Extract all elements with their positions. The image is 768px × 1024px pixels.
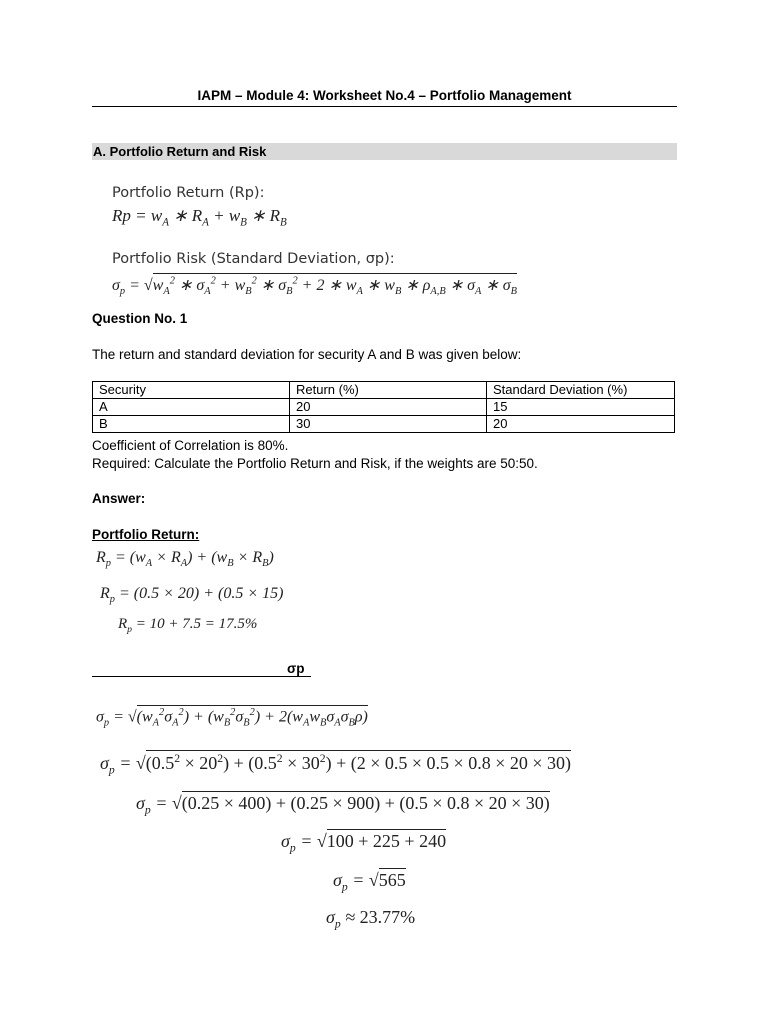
title-divider [92, 106, 677, 107]
answer-heading: Answer: [92, 491, 146, 506]
table-header-cell: Standard Deviation (%) [487, 382, 675, 399]
table-header-cell: Security [93, 382, 290, 399]
question-intro: The return and standard deviation for security A and B was given below: [92, 347, 522, 362]
risk-step-1: $\sigma_p = √(w_A^2\sigma_A^2) + (w_B^2\sigma_B^2) + 2(w_Aw_B\sigma_A\sigma_B\rho)$ [96, 707, 368, 729]
portfolio-return-heading: Portfolio Return: [92, 527, 200, 542]
required-text: Required: Calculate the Portfolio Return and Risk, if the weights are 50:50. [92, 456, 538, 471]
return-formula: $Rp = w_A$ ∗ $R_A + w_B$ ∗ $R_B$ [112, 206, 287, 229]
risk-formula-label: Portfolio Risk (Standard Deviation, σp): [112, 251, 395, 267]
correlation-text: Coefficient of Correlation is 80%. [92, 438, 289, 453]
page-title: IAPM – Module 4: Worksheet No.4 – Portfolio Management [197, 88, 572, 103]
table-cell: A [93, 399, 290, 416]
table-cell: 20 [290, 399, 487, 416]
risk-step-3: $\sigma_p = √(0.25 \times 400) + (0.25 \times 900) + (0.5 \times 0.8 \times 20 \times 30)$ [136, 793, 550, 817]
table-row [93, 399, 675, 416]
question-heading: Question No. 1 [92, 311, 188, 326]
return-step-2: $R_p = (0.5 \times 20) + (0.5 \times 15)$ [100, 585, 284, 606]
return-step-3: $R_p = 10 + 7.5 = 17.5\%$ [118, 616, 258, 635]
risk-step-5: $\sigma_p = √565$ [333, 870, 406, 894]
section-heading: A. Portfolio Return and Risk [92, 143, 677, 160]
risk-heading: σp [287, 661, 305, 676]
risk-heading-rule [92, 676, 311, 677]
table-row [93, 416, 675, 433]
risk-formula: $\sigma_p = √w_A^2$ ∗ $\sigma_A^2 + w_B^2$ ∗ $\sigma_B^2 + 2$ ∗ $w_A$ ∗ $w_B$ ∗ $\rho_{A,B}$ ∗ $\sigma_A$ ∗ $\sigma_B$ [112, 273, 517, 297]
table-cell: 30 [290, 416, 487, 433]
security-table [92, 381, 675, 433]
table-cell: 15 [487, 399, 675, 416]
table-header-row [93, 382, 675, 399]
risk-step-2: $\sigma_p = √(0.5^2 \times 20^2) + (0.5^2 \times 30^2) + (2 \times 0.5 \times 0.5 \times 0.8 \times 20 \times 30)$ [100, 752, 571, 777]
risk-step-4: $\sigma_p = √100 + 225 + 240$ [281, 831, 447, 855]
risk-step-6: $\sigma_p \approx 23.77\%$ [326, 907, 416, 931]
table-header-cell: Return (%) [290, 382, 487, 399]
return-step-1: $R_p = (w_A \times R_A) + (w_B \times R_B)$ [96, 549, 274, 570]
table-cell: B [93, 416, 290, 433]
return-formula-label: Portfolio Return (Rp): [112, 185, 265, 201]
table-cell: 20 [487, 416, 675, 433]
